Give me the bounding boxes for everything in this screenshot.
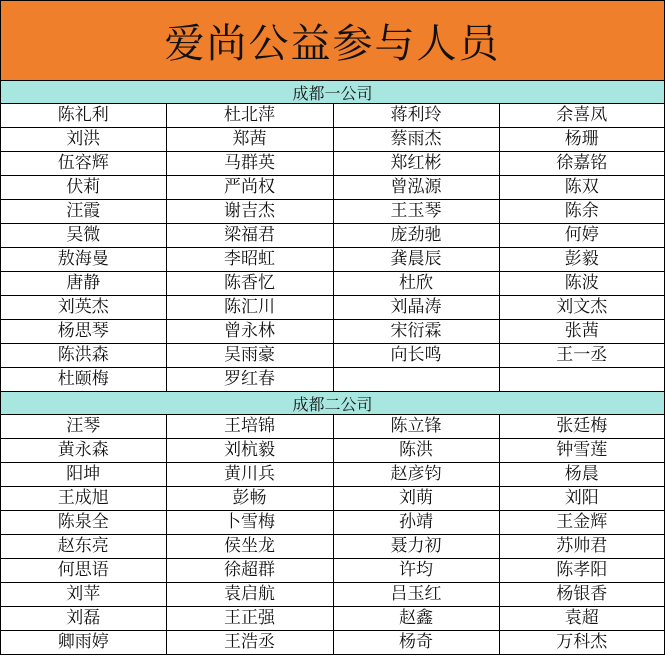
name-cell: 刘磊: [1, 607, 166, 631]
name-cell: 孙靖: [333, 511, 499, 535]
name-cell: 罗红春: [166, 368, 333, 392]
names-table: [1, 104, 664, 392]
name-cell: 徐超群: [166, 559, 333, 583]
name-cell: 王金辉: [499, 511, 664, 535]
table-row: [1, 487, 664, 511]
name-cell: 龚晨辰: [333, 248, 499, 272]
name-cell: 卜雪梅: [166, 511, 333, 535]
name-cell: 杜北萍: [166, 104, 333, 128]
name-cell: 曾泓源: [333, 176, 499, 200]
name-cell: 杜欣: [333, 272, 499, 296]
name-cell: 杨思琴: [1, 320, 166, 344]
table-row: [1, 439, 664, 463]
name-cell: 马群英: [166, 152, 333, 176]
name-cell: 唐静: [1, 272, 166, 296]
table-row: [1, 248, 664, 272]
page-title: 爱尚公益参与人员: [164, 21, 501, 67]
name-cell: 郑茜: [166, 128, 333, 152]
name-cell: 万科杰: [499, 631, 664, 655]
name-cell: 谢吉杰: [166, 200, 333, 224]
table-row: [1, 152, 664, 176]
name-cell: 聂力初: [333, 535, 499, 559]
name-cell: 阳坤: [1, 463, 166, 487]
name-cell: 陈立锋: [333, 415, 499, 439]
table-row: [1, 200, 664, 224]
name-cell: 陈双: [499, 176, 664, 200]
name-cell: 陈礼利: [1, 104, 166, 128]
name-cell: 刘文杰: [499, 296, 664, 320]
name-cell: 刘杭毅: [166, 439, 333, 463]
name-cell: 杜颐梅: [1, 368, 166, 392]
name-cell: 郑红彬: [333, 152, 499, 176]
name-cell: 庞劲驰: [333, 224, 499, 248]
name-cell: 许均: [333, 559, 499, 583]
name-cell: 张廷梅: [499, 415, 664, 439]
name-cell: 严尚权: [166, 176, 333, 200]
table-row: [1, 583, 664, 607]
name-cell: 伍容辉: [1, 152, 166, 176]
name-cell: 敖海曼: [1, 248, 166, 272]
name-cell: 刘阳: [499, 487, 664, 511]
name-cell: 张茜: [499, 320, 664, 344]
table-row: [1, 607, 664, 631]
name-cell: 陈孝阳: [499, 559, 664, 583]
name-cell: 徐嘉铭: [499, 152, 664, 176]
name-cell: 袁超: [499, 607, 664, 631]
name-cell: 蔡雨杰: [333, 128, 499, 152]
name-cell: 袁启航: [166, 583, 333, 607]
table-row: [1, 128, 664, 152]
name-cell: 刘英杰: [1, 296, 166, 320]
name-cell: 王浩丞: [166, 631, 333, 655]
table-row: [1, 415, 664, 439]
name-cell: 向长鸣: [333, 344, 499, 368]
name-cell: 余喜凤: [499, 104, 664, 128]
name-cell: 苏帅君: [499, 535, 664, 559]
name-cell: 彭毅: [499, 248, 664, 272]
name-cell: 彭畅: [166, 487, 333, 511]
name-cell: 王成旭: [1, 487, 166, 511]
name-cell: 梁福君: [166, 224, 333, 248]
table-row: [1, 224, 664, 248]
name-cell: 吕玉红: [333, 583, 499, 607]
name-cell: 陈香忆: [166, 272, 333, 296]
name-cell: 陈波: [499, 272, 664, 296]
names-table: [1, 415, 664, 655]
name-cell: 陈余: [499, 200, 664, 224]
table-row: [1, 559, 664, 583]
name-cell: [333, 368, 499, 392]
name-cell: 何思语: [1, 559, 166, 583]
name-cell: 杨银香: [499, 583, 664, 607]
name-cell: 陈泉全: [1, 511, 166, 535]
name-cell: 王正强: [166, 607, 333, 631]
name-cell: 赵彦钧: [333, 463, 499, 487]
name-cell: 宋衍霖: [333, 320, 499, 344]
title-banner: [1, 1, 664, 81]
table-row: [1, 631, 664, 655]
name-cell: 何婷: [499, 224, 664, 248]
name-cell: [499, 368, 664, 392]
name-cell: 蒋利玲: [333, 104, 499, 128]
table-row: [1, 320, 664, 344]
name-cell: 陈洪: [333, 439, 499, 463]
section-header: 成都二公司: [1, 392, 664, 415]
table-row: [1, 104, 664, 128]
name-cell: 吴雨豪: [166, 344, 333, 368]
name-cell: 黄川兵: [166, 463, 333, 487]
name-cell: 王玉琴: [333, 200, 499, 224]
name-cell: 钟雪莲: [499, 439, 664, 463]
name-cell: 侯坐龙: [166, 535, 333, 559]
name-cell: 刘苹: [1, 583, 166, 607]
table-row: [1, 511, 664, 535]
sections-container: [1, 81, 664, 655]
name-cell: 黄永森: [1, 439, 166, 463]
name-cell: 王培锦: [166, 415, 333, 439]
table-row: [1, 176, 664, 200]
name-cell: 杨晨: [499, 463, 664, 487]
table-row: [1, 296, 664, 320]
name-cell: 赵东亮: [1, 535, 166, 559]
name-cell: 卿雨婷: [1, 631, 166, 655]
name-cell: 伏莉: [1, 176, 166, 200]
name-cell: 杨珊: [499, 128, 664, 152]
name-cell: 王一丞: [499, 344, 664, 368]
name-cell: 赵鑫: [333, 607, 499, 631]
name-cell: 陈汇川: [166, 296, 333, 320]
name-cell: 刘晶涛: [333, 296, 499, 320]
table-row: [1, 368, 664, 392]
name-cell: 汪霞: [1, 200, 166, 224]
name-cell: 刘萌: [333, 487, 499, 511]
name-cell: 汪琴: [1, 415, 166, 439]
name-cell: 李昭虹: [166, 248, 333, 272]
name-cell: 曾永林: [166, 320, 333, 344]
name-cell: 吴微: [1, 224, 166, 248]
table-row: [1, 535, 664, 559]
section-header: 成都一公司: [1, 81, 664, 104]
table-row: [1, 272, 664, 296]
name-cell: 杨奇: [333, 631, 499, 655]
name-cell: 陈洪森: [1, 344, 166, 368]
table-row: [1, 344, 664, 368]
table-row: [1, 463, 664, 487]
name-cell: 刘洪: [1, 128, 166, 152]
